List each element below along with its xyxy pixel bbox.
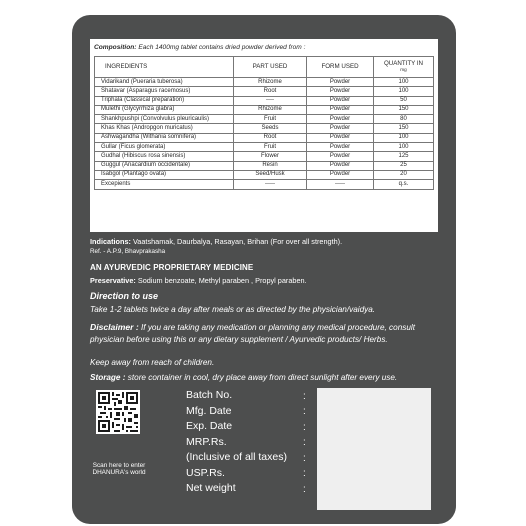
ingredient-cell: Mulethi (Glycyrrhiza glabra): [95, 105, 234, 114]
table-row: [95, 87, 434, 96]
ingredient-cell: Guggul (Anacardium occidentale): [95, 161, 234, 170]
table-row: [95, 124, 434, 133]
header-part-used: PART USED: [234, 57, 307, 78]
ingredient-cell: Triphala (Classical preparation): [95, 96, 234, 105]
composition-box: [90, 39, 438, 232]
field-batch-no: Batch No.: [186, 389, 233, 401]
form-used-cell: Powder: [307, 143, 374, 152]
quantity-cell: 100: [374, 87, 434, 96]
part-used-cell: -----: [234, 180, 307, 189]
ingredient-cell: Shankhpushpi (Convolvulus pleuricaulis): [95, 115, 234, 124]
header-quantity-unit: mg: [400, 67, 407, 72]
table-row: [95, 170, 434, 179]
part-used-cell: Flower: [234, 152, 307, 161]
composition-text: Each 1400mg tablet contains dried powder derived from :: [136, 44, 306, 51]
table-row: [95, 180, 434, 189]
quantity-cell: q.s.: [374, 180, 434, 189]
disclaimer-text: If you are taking any medication or planning any medical procedure, consult physician before using this or any dietary supplement / Ayurvedic products/ Herbs.: [90, 323, 415, 344]
quantity-cell: 50: [374, 96, 434, 105]
header-form-used: FORM USED: [307, 57, 374, 78]
colon-separator: :: [303, 484, 306, 495]
part-used-cell: Rhizome: [234, 105, 307, 114]
table-row: [95, 78, 434, 87]
composition-label: Composition:: [94, 44, 137, 51]
product-label-panel: [72, 15, 456, 524]
part-used-cell: Root: [234, 133, 307, 142]
colon-separator: :: [303, 391, 306, 402]
qr-code-icon: [96, 390, 140, 434]
qr-caption-line-2: DHANURA's world: [92, 469, 146, 477]
form-used-cell: Powder: [307, 87, 374, 96]
ingredients-table: [94, 56, 434, 190]
table-row: [95, 96, 434, 105]
ingredient-cell: Ashwagandha (Withania somnifera): [95, 133, 234, 142]
disclaimer-label: Disclaimer :: [90, 322, 139, 332]
field-usp: USP.Rs.: [186, 467, 225, 479]
form-used-cell: Powder: [307, 133, 374, 142]
storage: [90, 373, 397, 382]
form-used-cell: Powder: [307, 152, 374, 161]
qr-caption-line-1: Scan here to enter: [92, 462, 146, 469]
form-used-cell: Powder: [307, 78, 374, 87]
quantity-cell: 125: [374, 152, 434, 161]
quantity-cell: 100: [374, 143, 434, 152]
direction-title: Direction to use: [90, 291, 159, 301]
direction-text: Take 1-2 tablets twice a day after meals or as directed by the physician/vaidya.: [90, 305, 376, 314]
part-used-cell: Root: [234, 87, 307, 96]
header-quantity-label: QUANTITY IN: [383, 59, 424, 67]
storage-label: Storage :: [90, 373, 126, 382]
table-row: [95, 115, 434, 124]
field-net-weight: Net weight: [186, 482, 236, 494]
preservative: [90, 276, 307, 285]
storage-text: store container in cool, dry place away from direct sunlight after every use.: [125, 373, 398, 382]
reference-text: Ref. - A.P.9, Bhavprakasha: [90, 248, 166, 255]
colon-separator: :: [303, 437, 306, 448]
colon-separator: :: [303, 468, 306, 479]
table-header-row: [95, 57, 434, 78]
ingredient-cell: Isabgol (Plantago ovata): [95, 170, 234, 179]
table-row: [95, 152, 434, 161]
table-row: [95, 105, 434, 114]
colon-separator: :: [303, 453, 306, 464]
form-used-cell: Powder: [307, 124, 374, 133]
part-used-cell: Resin: [234, 161, 307, 170]
form-used-cell: Powder: [307, 161, 374, 170]
ingredient-cell: Gudhal (Hibiscus rosa sinensis): [95, 152, 234, 161]
form-used-cell: -----: [307, 180, 374, 189]
quantity-cell: 150: [374, 124, 434, 133]
colon-separator: :: [303, 406, 306, 417]
indications-text: Vaatshamak, Daurbalya, Rasayan, Brihan (For over all strength).: [130, 237, 343, 246]
form-used-cell: Powder: [307, 170, 374, 179]
indications: [90, 237, 342, 246]
part-used-cell: Seed/Husk: [234, 170, 307, 179]
part-used-cell: Fruit: [234, 115, 307, 124]
table-row: [95, 161, 434, 170]
composition-title: [90, 39, 438, 54]
colon-separator: :: [303, 422, 306, 433]
ingredient-cell: Shatavar (Asparagus racemosus): [95, 87, 234, 96]
field-exp-date: Exp. Date: [186, 420, 233, 432]
table-row: [95, 133, 434, 142]
part-used-cell: Rhizome: [234, 78, 307, 87]
header-quantity: [374, 57, 434, 78]
indications-label: Indications:: [90, 237, 131, 246]
quantity-cell: 100: [374, 133, 434, 142]
part-used-cell: Seeds: [234, 124, 307, 133]
field-mfg-date: Mfg. Date: [186, 405, 232, 417]
batch-stamp-box: [317, 388, 431, 510]
quantity-cell: 20: [374, 170, 434, 179]
ingredient-cell: Excepients: [95, 180, 234, 189]
ingredient-cell: Gullar (Ficus glomerata): [95, 143, 234, 152]
table-row: [95, 143, 434, 152]
field-inclusive-taxes: (Inclusive of all taxes): [186, 451, 287, 463]
proprietary-heading: AN AYURVEDIC PROPRIETARY MEDICINE: [90, 263, 254, 272]
qr-caption: [90, 462, 148, 476]
disclaimer: [90, 321, 450, 346]
keep-away-text: Keep away from reach of children.: [90, 358, 215, 367]
quantity-cell: 25: [374, 161, 434, 170]
header-ingredients: INGREDIENTS: [95, 57, 234, 78]
part-used-cell: ----: [234, 96, 307, 105]
form-used-cell: Powder: [307, 105, 374, 114]
quantity-cell: 80: [374, 115, 434, 124]
quantity-cell: 150: [374, 105, 434, 114]
preservative-text: Sodium benzoate, Methyl paraben , Propyl paraben.: [135, 276, 307, 285]
part-used-cell: Fruit: [234, 143, 307, 152]
qr-code[interactable]: [96, 390, 140, 434]
quantity-cell: 100: [374, 78, 434, 87]
ingredients-body: [95, 78, 434, 190]
form-used-cell: Powder: [307, 115, 374, 124]
field-mrp: MRP.Rs.: [186, 436, 227, 448]
form-used-cell: Powder: [307, 96, 374, 105]
ingredient-cell: Khas Khas (Andropgon muricatus): [95, 124, 234, 133]
preservative-label: Preservative:: [90, 276, 136, 285]
ingredient-cell: Vidarikand (Pueraria tuberosa): [95, 78, 234, 87]
